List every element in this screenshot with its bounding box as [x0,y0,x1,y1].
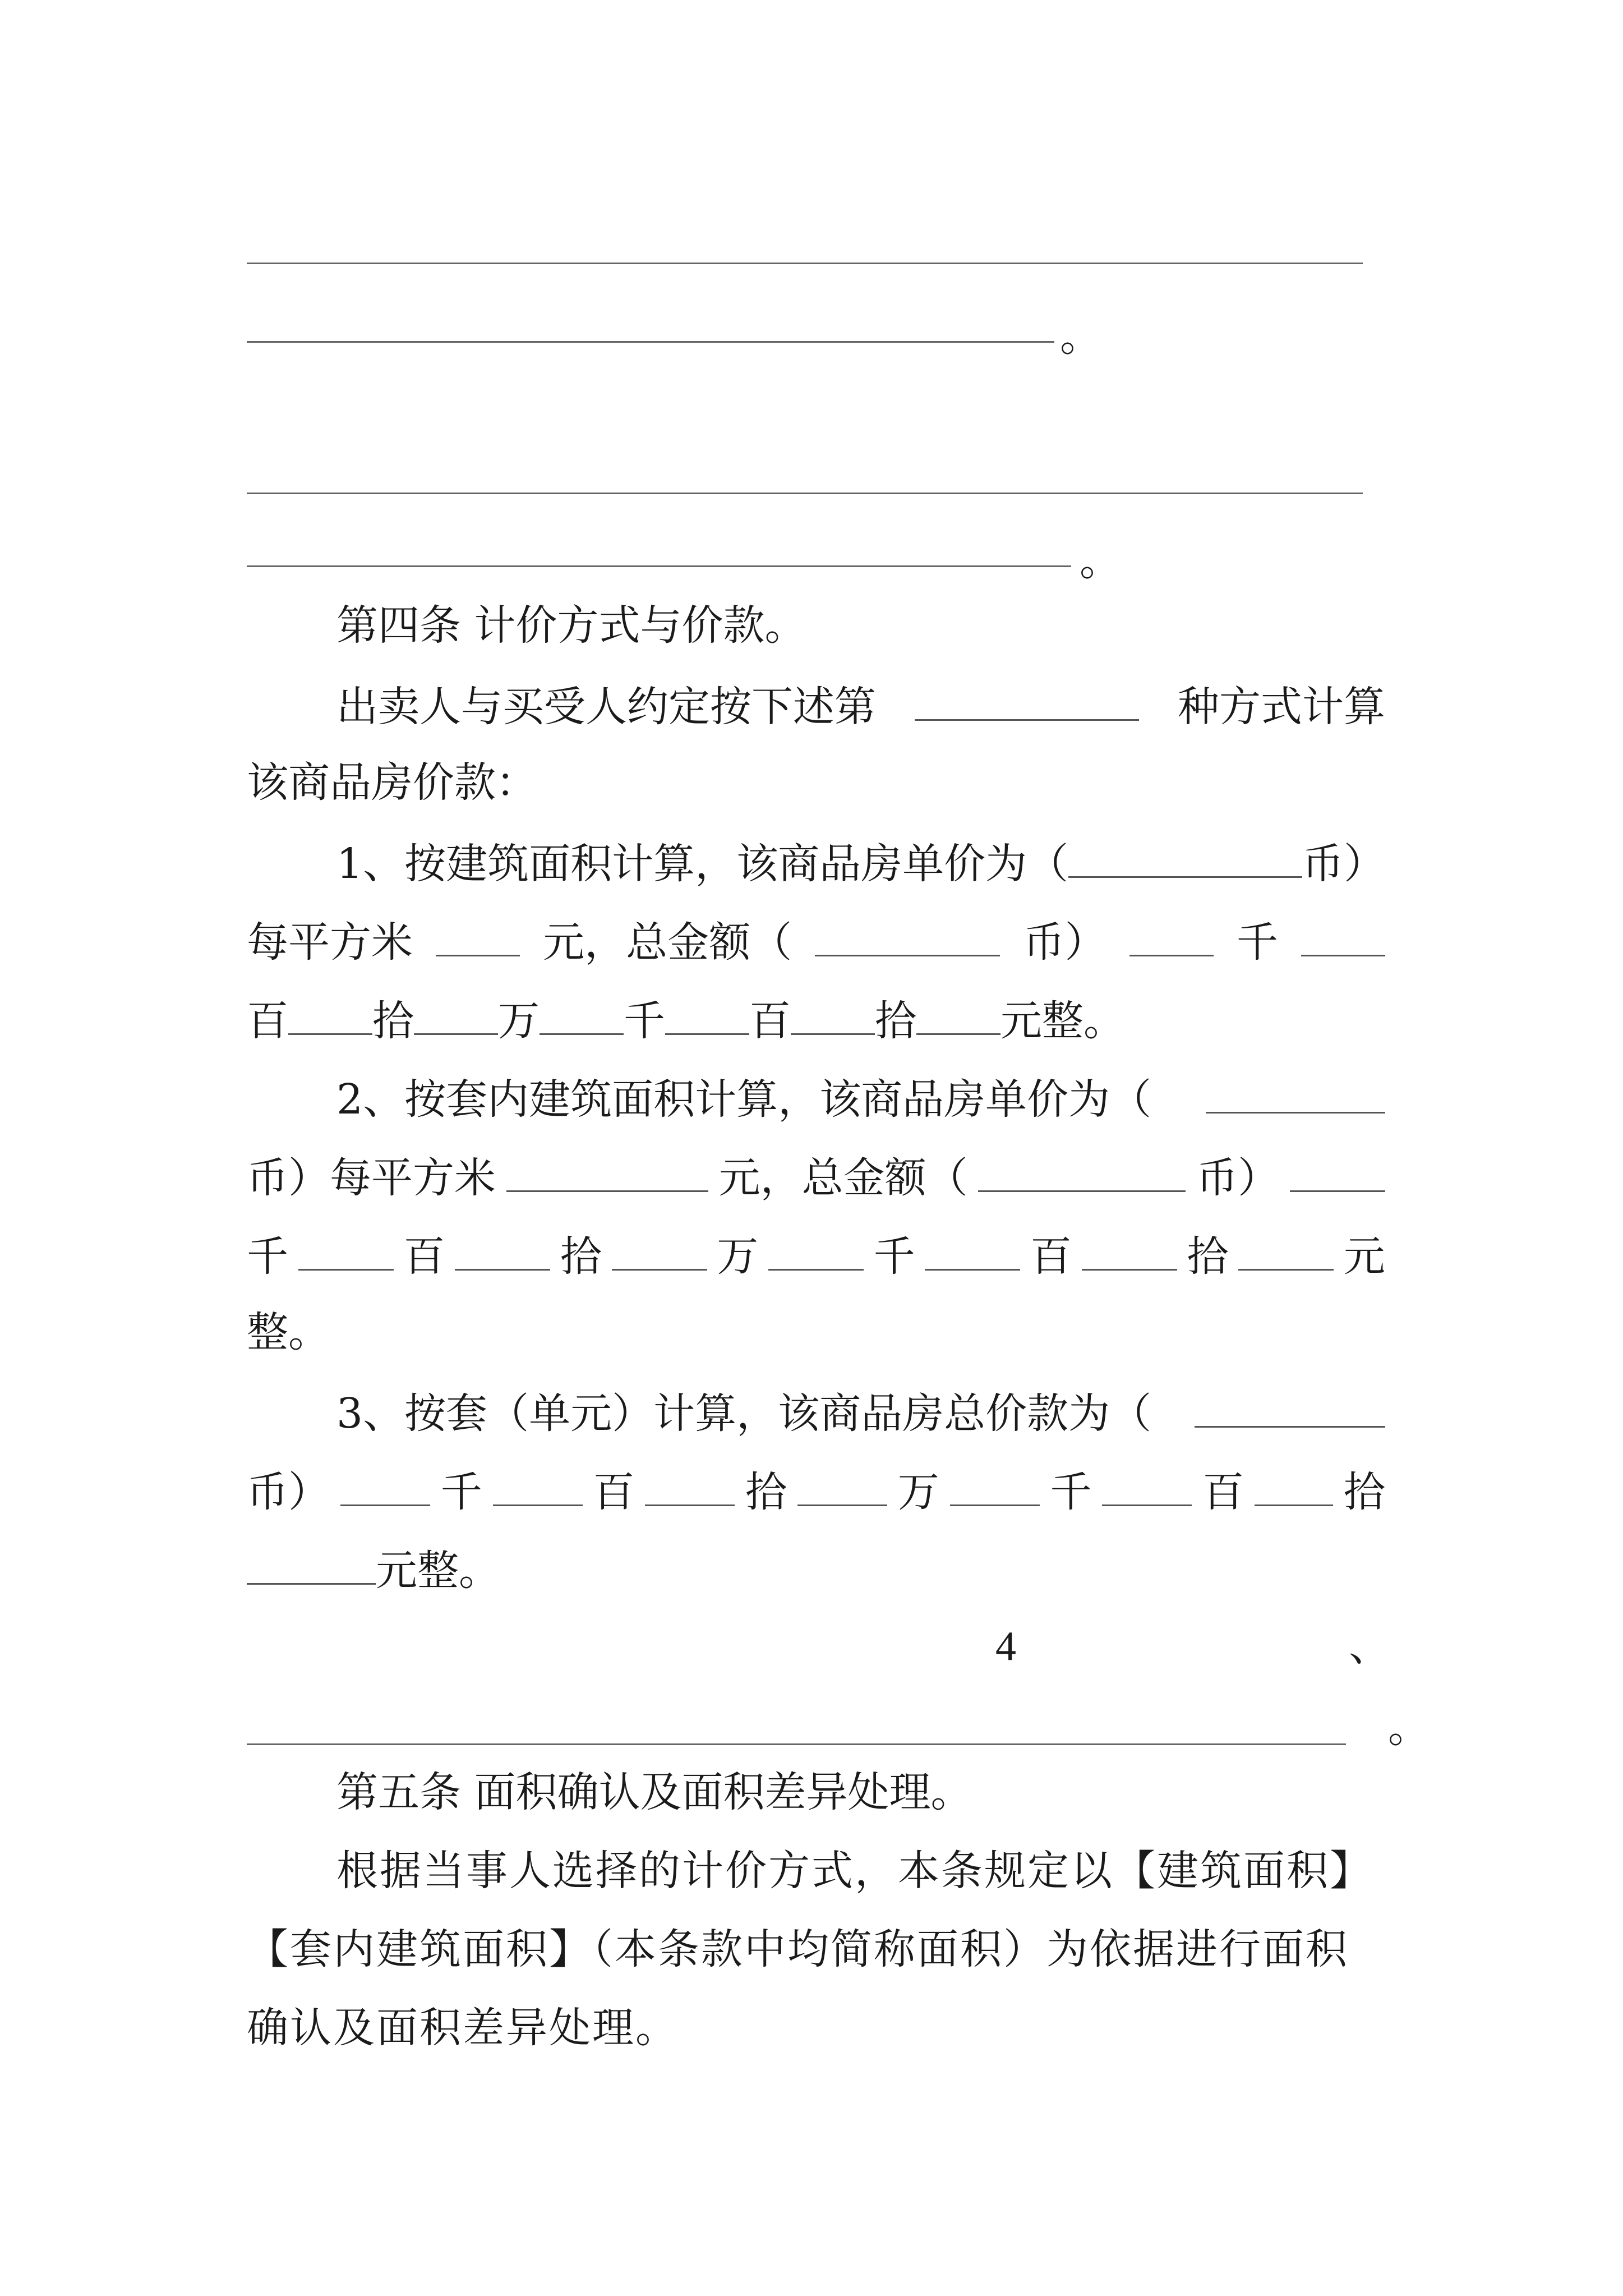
blank-field[interactable] [1238,1223,1334,1271]
text: 拾 [372,997,414,1045]
text: 3、按套（单元）计算，该商品房总价款为（ [336,1389,1152,1438]
article-4-intro [247,673,1385,735]
blank-field[interactable] [915,673,1139,721]
blank-field[interactable] [414,987,498,1035]
blank-field[interactable] [247,1537,376,1585]
blank-line [247,565,1071,567]
text: 拾 [1187,1232,1229,1281]
text: 百 [1202,1468,1244,1516]
blank-field[interactable] [1301,909,1385,956]
article-5-paragraph-line-3: 确认及面积差异处理。 [247,2004,679,2052]
end-mark: 。 [1080,537,1121,585]
text: 百 [749,997,791,1045]
blank-field[interactable] [645,1458,735,1506]
blank-field[interactable] [1068,830,1302,878]
blank-field[interactable] [298,1223,394,1271]
method-1-line-1 [247,830,1385,892]
blank-field[interactable] [768,1223,864,1271]
blank-field[interactable] [1102,1458,1192,1506]
blank-field[interactable] [612,1223,707,1271]
blank-field[interactable] [925,1223,1020,1271]
text: 万 [498,997,540,1045]
text: 百 [247,997,288,1045]
blank-line [247,263,1363,264]
text: 出卖人与买受人约定按下述第 [336,683,876,731]
blank-line [247,493,1363,494]
method-2-line-4: 整。 [247,1308,330,1356]
article-5-paragraph-line-2: 【套内建筑面积】（本条款中均简称面积）为依据进行面积 [247,1925,1349,1973]
blank-field[interactable] [493,1458,583,1506]
blank-field[interactable] [455,1223,550,1271]
text: 万 [897,1468,939,1516]
text: 万 [717,1232,759,1281]
text: 币）每平方米 [247,1154,496,1202]
text: 千 [624,997,665,1045]
blank-field[interactable] [797,1458,887,1506]
text: 币） [1023,918,1106,967]
text: 拾 [745,1468,787,1516]
text: 元，总金额（ [543,918,792,967]
text: 拾 [1343,1468,1385,1516]
blank-field[interactable] [340,1458,430,1506]
method-1-line-3 [247,987,1385,1049]
method-1-line-2 [247,909,1385,970]
text: 币） [1196,1154,1280,1202]
article-4-title: 第四条 计价方式与价款。 [336,601,806,650]
blank-field[interactable] [1206,1066,1385,1114]
blank-field[interactable] [436,909,520,956]
method-2-line-2 [247,1144,1385,1206]
blank-field[interactable] [1082,1223,1177,1271]
article-4-intro-cont: 该商品房价款： [247,758,537,807]
method-4-number: 4 [995,1623,1016,1669]
blank-field[interactable] [540,987,624,1035]
text: 千 [247,1232,288,1281]
blank-field[interactable] [506,1144,708,1192]
method-3-line-3 [247,1537,1385,1599]
method-2-line-1 [247,1066,1385,1128]
blank-field[interactable] [815,909,1000,956]
blank-field[interactable] [288,987,372,1035]
text: 千 [1236,918,1278,967]
text: 币） [1302,840,1385,888]
text: 千 [873,1232,915,1281]
blank-field[interactable] [1129,909,1214,956]
text: 元整。 [1000,997,1125,1045]
text: 千 [440,1468,482,1516]
text: 每平方米 [247,918,413,967]
text: 种方式计算 [1178,683,1385,731]
blank-field[interactable] [950,1458,1040,1506]
end-mark: 。 [1060,312,1101,361]
method-2-line-3 [247,1223,1385,1285]
text: 百 [403,1232,445,1281]
text: 元 [1343,1232,1385,1281]
blank-line[interactable] [247,1743,1346,1745]
article-5-title: 第五条 面积确认及面积差异处理。 [336,1768,972,1816]
blank-field[interactable] [665,987,749,1035]
article-5-paragraph-line-1: 根据当事人选择的计价方式，本条规定以【建筑面积】 [336,1847,1373,1895]
text: 2、按套内建筑面积计算，该商品房单价为（ [336,1075,1152,1124]
text: 百 [593,1468,635,1516]
blank-field[interactable] [1195,1380,1385,1428]
method-3-line-2 [247,1458,1385,1520]
text: 1、按建筑面积计算，该商品房单价为（ [336,840,1069,888]
text: 拾 [560,1232,602,1281]
blank-line [247,341,1054,343]
text: 百 [1030,1232,1072,1281]
end-mark: 。 [1388,1704,1430,1752]
blank-field[interactable] [916,987,1000,1035]
text: 元整。 [376,1547,500,1595]
text: 千 [1050,1468,1092,1516]
method-3-line-1 [247,1380,1385,1442]
blank-field[interactable] [1290,1144,1385,1192]
text: 元，总金额（ [718,1154,968,1202]
blank-field[interactable] [978,1144,1186,1192]
blank-field[interactable] [1255,1458,1333,1506]
text: 拾 [875,997,916,1045]
text: 币） [247,1468,330,1516]
method-4-mark: 、 [1349,1622,1390,1671]
blank-field[interactable] [791,987,875,1035]
